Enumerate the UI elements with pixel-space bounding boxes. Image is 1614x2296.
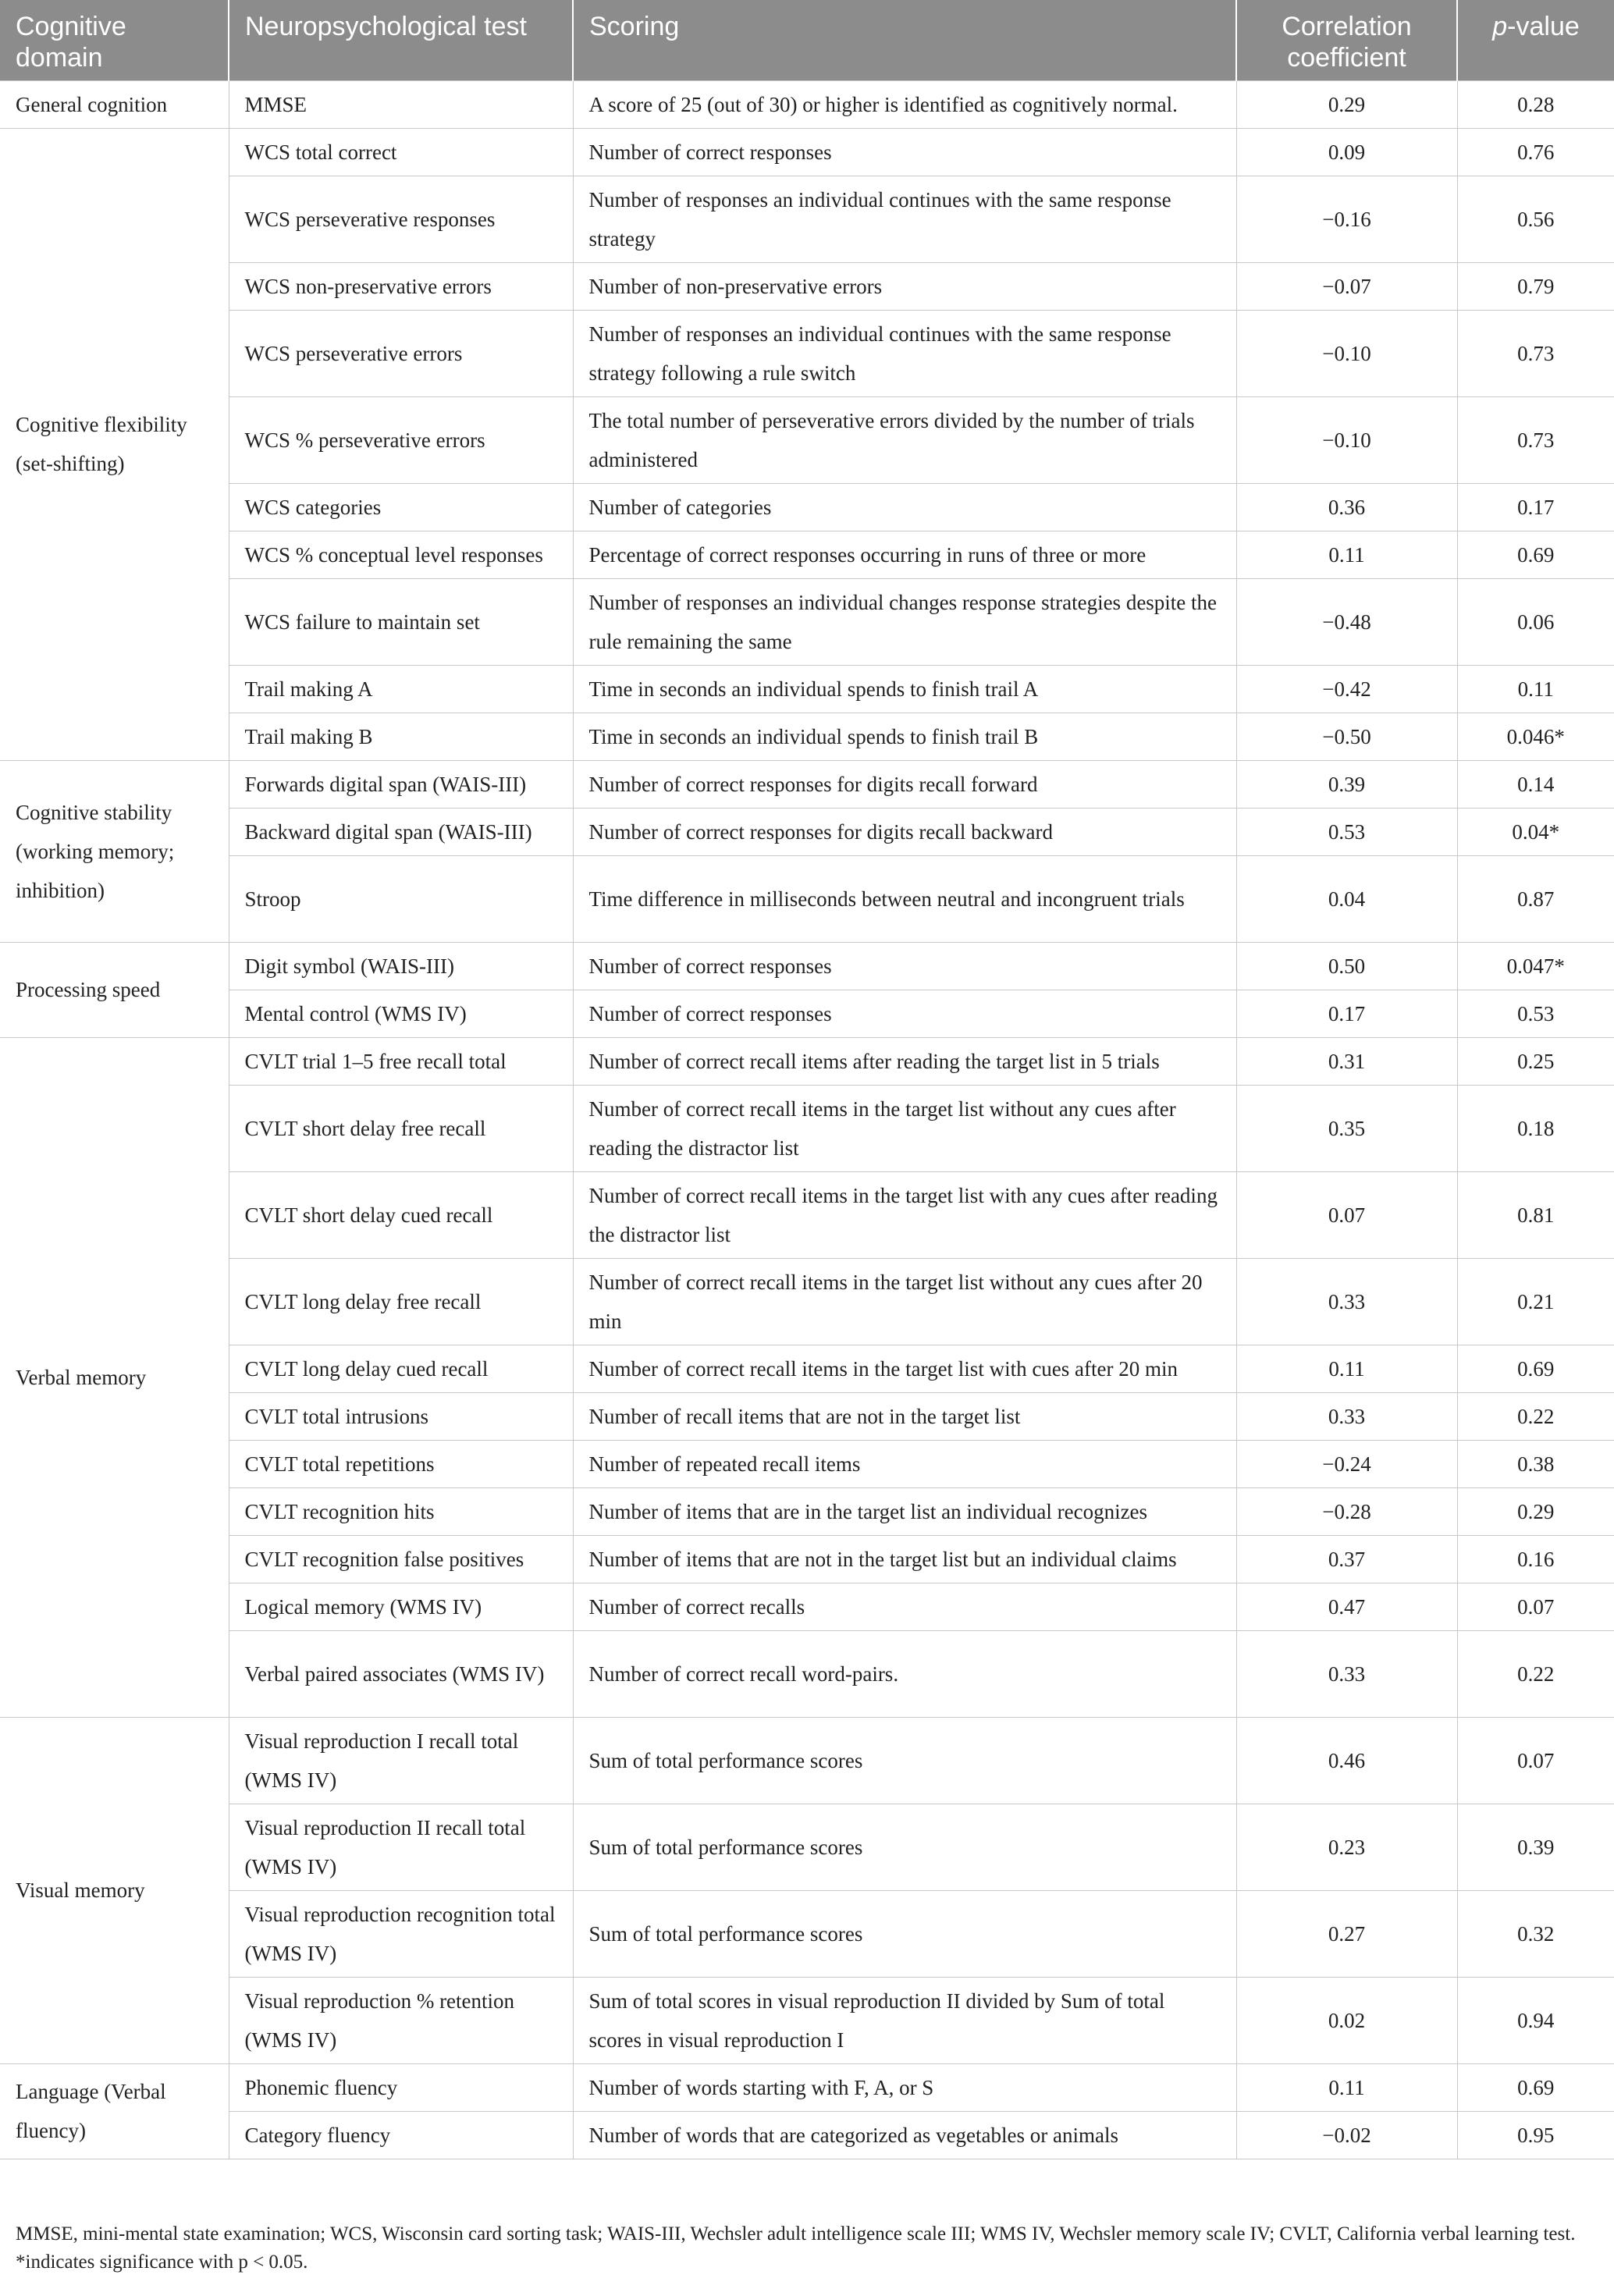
scoring-cell: The total number of perseverative errors divided by the number of trials administered: [573, 396, 1236, 483]
table-row: [0, 128, 1614, 176]
p-value-cell: 0.39: [1457, 1804, 1614, 1890]
p-value-cell: 0.28: [1457, 80, 1614, 128]
test-cell: Visual reproduction II recall total (WMS IV): [229, 1804, 573, 1890]
scoring-cell: Number of correct responses for digits recall backward: [573, 808, 1236, 855]
test-cell: CVLT long delay cued recall: [229, 1345, 573, 1392]
correlation-cell: −0.10: [1236, 310, 1457, 396]
p-value-cell: 0.21: [1457, 1258, 1614, 1345]
p-value-cell: 0.25: [1457, 1037, 1614, 1085]
header-cognitive-domain: Cognitive domain: [0, 0, 229, 80]
correlation-cell: 0.37: [1236, 1535, 1457, 1583]
correlation-cell: −0.24: [1236, 1440, 1457, 1487]
p-value-cell: 0.95: [1457, 2111, 1614, 2159]
scoring-cell: Number of responses an individual continues with the same response strategy: [573, 176, 1236, 262]
test-cell: Backward digital span (WAIS-III): [229, 808, 573, 855]
test-cell: CVLT short delay free recall: [229, 1085, 573, 1171]
test-cell: CVLT short delay cued recall: [229, 1171, 573, 1258]
test-cell: Mental control (WMS IV): [229, 990, 573, 1037]
table-row: [0, 310, 1614, 396]
test-cell: Visual reproduction I recall total (WMS IV): [229, 1717, 573, 1804]
domain-cell: Cognitive stability (working memory; inhibition): [0, 760, 229, 942]
p-value-cell: 0.047*: [1457, 942, 1614, 990]
table-row: [0, 1487, 1614, 1535]
table-row: [0, 760, 1614, 808]
table-row: [0, 176, 1614, 262]
correlation-cell: −0.42: [1236, 665, 1457, 713]
table-row: [0, 1717, 1614, 1804]
p-value-cell: 0.32: [1457, 1890, 1614, 1977]
correlation-cell: −0.48: [1236, 578, 1457, 665]
correlation-cell: 0.07: [1236, 1171, 1457, 1258]
scoring-cell: Number of correct recall word-pairs.: [573, 1630, 1236, 1717]
correlation-cell: 0.33: [1236, 1258, 1457, 1345]
correlation-cell: 0.36: [1236, 483, 1457, 531]
p-value-cell: 0.18: [1457, 1085, 1614, 1171]
domain-cell: Cognitive flexibility (set-shifting): [0, 128, 229, 760]
test-cell: Verbal paired associates (WMS IV): [229, 1630, 573, 1717]
correlation-cell: 0.17: [1236, 990, 1457, 1037]
scoring-cell: Number of correct recall items after reading the target list in 5 trials: [573, 1037, 1236, 1085]
header-p-value: [1457, 0, 1614, 80]
test-cell: Forwards digital span (WAIS-III): [229, 760, 573, 808]
p-value-cell: 0.11: [1457, 665, 1614, 713]
scoring-cell: Percentage of correct responses occurring in runs of three or more: [573, 531, 1236, 578]
table-row: [0, 665, 1614, 713]
scoring-cell: Number of categories: [573, 483, 1236, 531]
scoring-cell: Sum of total performance scores: [573, 1804, 1236, 1890]
domain-cell: Verbal memory: [0, 1037, 229, 1717]
scoring-cell: Number of correct recall items in the target list without any cues after 20 min: [573, 1258, 1236, 1345]
table-row: [0, 2063, 1614, 2111]
table-row: [0, 942, 1614, 990]
correlation-cell: −0.07: [1236, 262, 1457, 310]
table-footnote: MMSE, mini-mental state examination; WCS, Wisconsin card sorting task; WAIS-III, Wechsler adult intelligence scale III; WMS IV, Wechsler memory scale IV; CVLT, California verbal learning test. *indicates significance with p < 0.05.: [16, 2223, 1576, 2273]
table-row: [0, 1085, 1614, 1171]
p-value-cell: 0.29: [1457, 1487, 1614, 1535]
test-cell: MMSE: [229, 80, 573, 128]
table-row: [0, 1037, 1614, 1085]
table-row: [0, 855, 1614, 942]
scoring-cell: Sum of total performance scores: [573, 1717, 1236, 1804]
test-cell: Stroop: [229, 855, 573, 942]
correlation-cell: 0.50: [1236, 942, 1457, 990]
table-row: [0, 1392, 1614, 1440]
scoring-cell: Number of words that are categorized as vegetables or animals: [573, 2111, 1236, 2159]
correlation-cell: 0.33: [1236, 1630, 1457, 1717]
correlation-cell: −0.02: [1236, 2111, 1457, 2159]
scoring-cell: Number of items that are not in the target list but an individual claims: [573, 1535, 1236, 1583]
p-value-cell: 0.69: [1457, 2063, 1614, 2111]
scoring-cell: Time difference in milliseconds between neutral and incongruent trials: [573, 855, 1236, 942]
scoring-cell: Number of correct recalls: [573, 1583, 1236, 1630]
domain-cell: General cognition: [0, 80, 229, 128]
table-row: [0, 1804, 1614, 1890]
scoring-cell: Number of responses an individual continues with the same response strategy following a rule switch: [573, 310, 1236, 396]
test-cell: CVLT long delay free recall: [229, 1258, 573, 1345]
test-cell: CVLT recognition hits: [229, 1487, 573, 1535]
scoring-cell: Number of repeated recall items: [573, 1440, 1236, 1487]
test-cell: CVLT trial 1–5 free recall total: [229, 1037, 573, 1085]
p-value-cell: 0.07: [1457, 1583, 1614, 1630]
scoring-cell: Number of words starting with F, A, or S: [573, 2063, 1236, 2111]
table-row: [0, 1535, 1614, 1583]
p-value-cell: 0.16: [1457, 1535, 1614, 1583]
scoring-cell: Number of correct recall items in the target list with any cues after reading the distractor list: [573, 1171, 1236, 1258]
p-value-cell: 0.73: [1457, 310, 1614, 396]
test-cell: Visual reproduction recognition total (WMS IV): [229, 1890, 573, 1977]
table-row: [0, 262, 1614, 310]
table-body: [0, 80, 1614, 2159]
scoring-cell: Number of recall items that are not in the target list: [573, 1392, 1236, 1440]
p-value-cell: 0.17: [1457, 483, 1614, 531]
correlation-cell: 0.11: [1236, 2063, 1457, 2111]
scoring-cell: Time in seconds an individual spends to finish trail A: [573, 665, 1236, 713]
domain-cell: Processing speed: [0, 942, 229, 1037]
table-row: [0, 713, 1614, 760]
table-row: [0, 531, 1614, 578]
correlation-cell: 0.53: [1236, 808, 1457, 855]
test-cell: WCS non-preservative errors: [229, 262, 573, 310]
scoring-cell: Number of correct responses: [573, 942, 1236, 990]
p-value-cell: 0.69: [1457, 531, 1614, 578]
domain-cell: Language (Verbal fluency): [0, 2063, 229, 2159]
scoring-cell: A score of 25 (out of 30) or higher is identified as cognitively normal.: [573, 80, 1236, 128]
test-cell: CVLT total intrusions: [229, 1392, 573, 1440]
test-cell: Phonemic fluency: [229, 2063, 573, 2111]
domain-cell: Visual memory: [0, 1717, 229, 2063]
table-row: [0, 990, 1614, 1037]
test-cell: Trail making A: [229, 665, 573, 713]
test-cell: Logical memory (WMS IV): [229, 1583, 573, 1630]
correlation-cell: 0.29: [1236, 80, 1457, 128]
table-row: [0, 80, 1614, 128]
p-value-cell: 0.94: [1457, 1977, 1614, 2063]
p-value-cell: 0.81: [1457, 1171, 1614, 1258]
table-row: [0, 1630, 1614, 1717]
correlation-cell: 0.02: [1236, 1977, 1457, 2063]
table-row: [0, 396, 1614, 483]
header-row: [0, 0, 1614, 80]
correlation-cell: 0.23: [1236, 1804, 1457, 1890]
scoring-cell: Number of non-preservative errors: [573, 262, 1236, 310]
p-value-cell: 0.06: [1457, 578, 1614, 665]
p-value-cell: 0.14: [1457, 760, 1614, 808]
test-cell: Trail making B: [229, 713, 573, 760]
correlation-cell: 0.35: [1236, 1085, 1457, 1171]
test-cell: WCS categories: [229, 483, 573, 531]
p-value-cell: 0.38: [1457, 1440, 1614, 1487]
p-value-cell: 0.22: [1457, 1392, 1614, 1440]
scoring-cell: Number of correct recall items in the target list without any cues after reading the distractor list: [573, 1085, 1236, 1171]
correlation-cell: 0.39: [1236, 760, 1457, 808]
test-cell: WCS failure to maintain set: [229, 578, 573, 665]
test-cell: WCS perseverative responses: [229, 176, 573, 262]
table-row: [0, 1345, 1614, 1392]
correlation-cell: −0.16: [1236, 176, 1457, 262]
scoring-cell: Number of responses an individual changes response strategies despite the rule remaining the same: [573, 578, 1236, 665]
p-value-cell: 0.04*: [1457, 808, 1614, 855]
test-cell: WCS perseverative errors: [229, 310, 573, 396]
test-cell: CVLT recognition false positives: [229, 1535, 573, 1583]
table-row: [0, 483, 1614, 531]
correlation-cell: −0.28: [1236, 1487, 1457, 1535]
correlation-cell: −0.10: [1236, 396, 1457, 483]
correlation-cell: 0.31: [1236, 1037, 1457, 1085]
correlation-cell: 0.09: [1236, 128, 1457, 176]
scoring-cell: Time in seconds an individual spends to finish trail B: [573, 713, 1236, 760]
correlation-cell: 0.11: [1236, 531, 1457, 578]
table-row: [0, 1440, 1614, 1487]
p-value-cell: 0.76: [1457, 128, 1614, 176]
test-cell: WCS % conceptual level responses: [229, 531, 573, 578]
test-cell: CVLT total repetitions: [229, 1440, 573, 1487]
test-cell: Digit symbol (WAIS-III): [229, 942, 573, 990]
p-value-cell: 0.22: [1457, 1630, 1614, 1717]
table-row: [0, 2111, 1614, 2159]
test-cell: Category fluency: [229, 2111, 573, 2159]
header-correlation-coefficient: Correlation coefficient: [1236, 0, 1457, 80]
table-row: [0, 1583, 1614, 1630]
header-scoring: Scoring: [573, 0, 1236, 80]
table-row: [0, 1258, 1614, 1345]
correlation-cell: 0.27: [1236, 1890, 1457, 1977]
scoring-cell: Number of items that are in the target list an individual recognizes: [573, 1487, 1236, 1535]
correlation-cell: −0.50: [1236, 713, 1457, 760]
header-neuropsychological-test: Neuropsychological test: [229, 0, 573, 80]
scoring-cell: Number of correct responses: [573, 128, 1236, 176]
p-value-cell: 0.53: [1457, 990, 1614, 1037]
scoring-cell: Number of correct responses for digits recall forward: [573, 760, 1236, 808]
correlation-cell: 0.33: [1236, 1392, 1457, 1440]
test-cell: WCS % perseverative errors: [229, 396, 573, 483]
scoring-cell: Sum of total scores in visual reproduction II divided by Sum of total scores in visual reproduction I: [573, 1977, 1236, 2063]
table-row: [0, 808, 1614, 855]
p-value-cell: 0.73: [1457, 396, 1614, 483]
scoring-cell: Sum of total performance scores: [573, 1890, 1236, 1977]
table-row: [0, 1890, 1614, 1977]
correlation-cell: 0.46: [1236, 1717, 1457, 1804]
table-row: [0, 1171, 1614, 1258]
p-value-cell: 0.87: [1457, 855, 1614, 942]
scoring-cell: Number of correct responses: [573, 990, 1236, 1037]
p-value-cell: 0.046*: [1457, 713, 1614, 760]
correlation-cell: 0.11: [1236, 1345, 1457, 1392]
test-cell: WCS total correct: [229, 128, 573, 176]
test-cell: Visual reproduction % retention (WMS IV): [229, 1977, 573, 2063]
header-p-italic: p: [1492, 12, 1508, 41]
p-value-cell: 0.56: [1457, 176, 1614, 262]
scoring-cell: Number of correct recall items in the target list with cues after 20 min: [573, 1345, 1236, 1392]
table-row: [0, 1977, 1614, 2063]
p-value-cell: 0.07: [1457, 1717, 1614, 1804]
table-row: [0, 578, 1614, 665]
correlation-cell: 0.04: [1236, 855, 1457, 942]
header-p-rest: -value: [1507, 12, 1580, 41]
p-value-cell: 0.69: [1457, 1345, 1614, 1392]
p-value-cell: 0.79: [1457, 262, 1614, 310]
correlation-cell: 0.47: [1236, 1583, 1457, 1630]
